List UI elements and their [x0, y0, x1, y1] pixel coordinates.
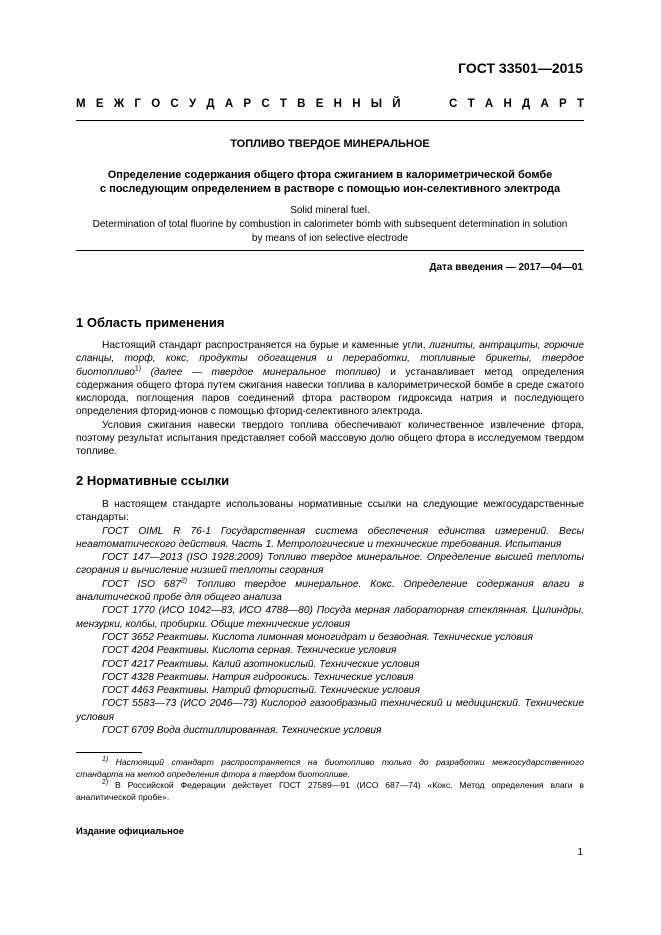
- interstate-letter: А: [224, 98, 234, 110]
- standard-letter: Т: [467, 98, 475, 110]
- reference-item: ГОСТ 147—2013 (ISO 1928:2009) Топливо твердое минеральное. Определение высшей теплоты сгорания и вычисление низшей теплоты сгорания: [76, 552, 584, 577]
- english-title-line: by means of ion selective electrode: [251, 233, 409, 244]
- standard-letter: Д: [522, 98, 531, 110]
- subtitle-line: с последующим определением в растворе с помощью ион-селективного электрода: [99, 183, 561, 195]
- reference-code: ГОСТ ISO 687: [102, 578, 181, 590]
- scope-paragraph: [76, 339, 584, 419]
- reference-item: ГОСТ 4463 Реактивы. Натрий фтористый. Технические условия: [102, 685, 421, 697]
- footnote-ref[interactable]: 2): [180, 577, 188, 585]
- interstate-letter: Е: [315, 98, 324, 110]
- footnote-mark: 2): [102, 779, 109, 787]
- interstate-letter: Р: [243, 98, 252, 110]
- interstate-letter: Н: [352, 98, 361, 110]
- section-1-heading: 1 Область применения: [76, 315, 225, 330]
- title-divider: [76, 250, 584, 251]
- gost-number: ГОСТ 33501—2015: [458, 60, 583, 76]
- standard-letter: Т: [576, 98, 584, 110]
- reference-item: ГОСТ 4328 Реактивы. Натрия гидроокись. Технические условия: [102, 671, 414, 683]
- footnote-divider: [76, 752, 142, 753]
- reference-item: ГОСТ 4217 Реактивы. Калий азотнокислый. Технические условия: [102, 658, 420, 670]
- page-number: 1: [577, 847, 583, 858]
- reference-item: ГОСТ 1770 (ИСО 1042—83, ИСО 4788—80) Посуда мерная лабораторная стеклянная. Цилиндры, мензурки, колбы, пробирки. Общие технические условия: [76, 605, 584, 630]
- english-title-line: Solid mineral fuel.: [290, 205, 370, 216]
- document-subtitle: [76, 168, 584, 196]
- fuel-types-text: лигниты, антрациты, горючие сланцы, торф, кокс, продукты обогащения и переработки, топливные брикеты, твердое биотопливо: [76, 340, 584, 378]
- standard-letter: А: [484, 98, 494, 110]
- reference-item: ГОСТ 4204 Реактивы. Кислота серная. Технические условия: [102, 645, 397, 657]
- document-title: ТОПЛИВО ТВЕРДОЕ МИНЕРАЛЬНОЕ: [230, 138, 430, 150]
- section-1-body: [76, 339, 584, 459]
- reference-item: ГОСТ OIML R 76-1 Государственная система обеспечения единства измерений. Весы неавтоматического действия. Часть 1. Метрологические и технические требования. Испытания: [76, 525, 584, 550]
- reference-item: ГОСТ 6709 Вода дистиллированная. Технические условия: [102, 725, 382, 737]
- interstate-letter: Ж: [113, 98, 125, 110]
- interstate-letter: С: [170, 98, 179, 110]
- interstate-letter: Т: [279, 98, 287, 110]
- standard-letter: С: [449, 98, 458, 110]
- interstate-letter: Г: [134, 98, 141, 110]
- top-divider: [76, 120, 584, 121]
- interstate-letter: У: [188, 98, 197, 110]
- interstate-standard-banner: [76, 98, 584, 110]
- introduction-date: Дата введения — 2017—04—01: [429, 262, 583, 273]
- official-edition-label: Издание официальное: [76, 826, 184, 837]
- footnote-ref[interactable]: 1): [134, 365, 142, 373]
- subtitle-line: Определение содержания общего фтора сжиганием в калориметрической бомбе: [107, 169, 553, 181]
- interstate-letter: Е: [95, 98, 104, 110]
- interstate-letter: М: [76, 98, 86, 110]
- interstate-letter: Ы: [370, 98, 383, 110]
- word-gap: [411, 98, 439, 110]
- interstate-letter: Й: [392, 98, 401, 110]
- footnote-mark: 1): [102, 756, 109, 764]
- standard-letter: Р: [559, 98, 567, 110]
- scope-text: Настоящий стандарт распространяется на бурые и каменные угли,: [102, 340, 430, 351]
- standard-letter: Н: [503, 98, 512, 110]
- references-intro: В настоящем стандарте использованы нормативные ссылки на следующие межгосударственные стандарты:: [76, 499, 584, 524]
- interstate-letter: О: [151, 98, 161, 110]
- interstate-letter: Д: [206, 98, 215, 110]
- footnote-1: [76, 757, 584, 780]
- interstate-letter: В: [297, 98, 306, 110]
- footnote-2: [76, 780, 584, 803]
- reference-item: ГОСТ 3652 Реактивы. Кислота лимонная моногидрат и безводная. Технические условия: [102, 631, 533, 643]
- footnote-text: В Российской Федерации действует ГОСТ 27589—91 (ИСО 687—74) «Кокс. Метод определения влаги в аналитической пробе».: [76, 780, 584, 802]
- reference-item: ГОСТ 5583—73 (ИСО 2046—73) Кислород газообразный технический и медицинский. Технические условия: [76, 698, 584, 723]
- footnotes: [76, 757, 584, 803]
- english-title: [76, 204, 584, 246]
- combustion-paragraph: Условия сжигания навески твердого топлива обеспечивают количественное извлечение фтора, поэтому результат испытания представляет собой массовую долю общего фтора в исследуемом твердом топливе.: [76, 419, 584, 458]
- method-text: и устанавливает метод определения содержания общего фтора путем сжигания навески топлива в калориметрической бомбе в среде сжатого кислорода, поглощения паров соединений фтора раствором гидроксида натрия и последующего определения фторид-ионов с помощью фторид-селективного электрода.: [76, 366, 584, 418]
- standard-letter: А: [540, 98, 549, 110]
- definition-text: (далее — твердое минеральное топливо): [141, 366, 381, 378]
- english-title-line: Determination of total fluorine by combustion in calorimeter bomb with subsequent determination in solution: [92, 219, 568, 230]
- section-2-heading: 2 Нормативные ссылки: [76, 473, 230, 488]
- interstate-letter: С: [261, 98, 270, 110]
- interstate-letter: Н: [333, 98, 342, 110]
- reference-item: [76, 578, 584, 605]
- footnote-text: Настоящий стандарт распространяется на биотопливо только до разработки межгосударственного стандарта на метод определения фтора в твердом биотопливе.: [76, 757, 584, 779]
- section-2-body: [76, 498, 584, 737]
- reference-text: Топливо твердое минеральное. Кокс. Определение содержания влаги в аналитической пробе для общего анализа: [76, 578, 585, 604]
